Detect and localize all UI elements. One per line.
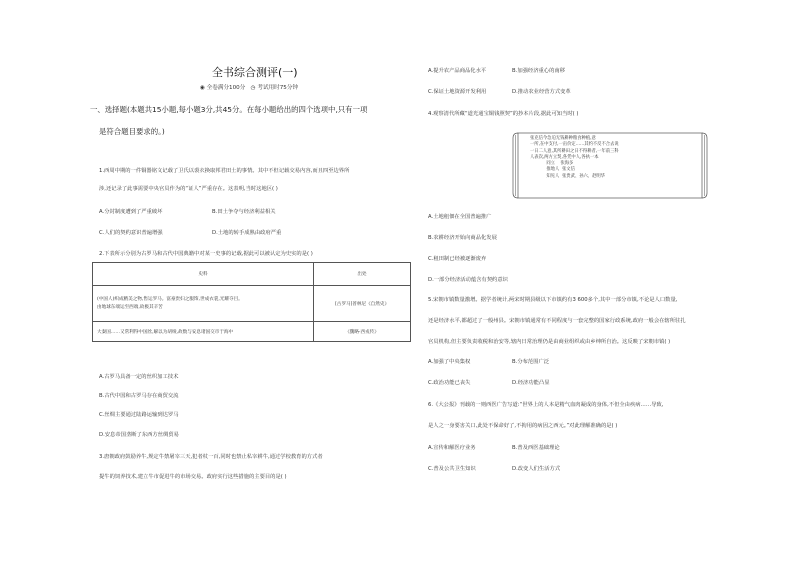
q3-option-c[interactable]: C.保证土地资源开发利用: [428, 89, 487, 95]
question-5-stem-cont: 还是经济水平,都超过了一般州县。宋朝市镇通常有不同程度与一套完整的国家行政系统,政府一般会在辖所驻扎: [428, 318, 686, 324]
q6-option-a[interactable]: A.宣传和解医疗业务: [428, 445, 476, 451]
q4-option-c[interactable]: C.租田制已经被逐渐废弃: [428, 256, 487, 262]
q6-option-d[interactable]: D.改变人们生活方式: [512, 466, 561, 472]
q5-option-b[interactable]: B.分布范围广泛: [512, 359, 550, 365]
table-cell-source: 《魏略·西戎传》: [314, 322, 411, 342]
table-header-origin: 出处: [314, 263, 411, 286]
page-title: 全书综合测评(一): [212, 66, 298, 79]
contract-text: [530, 136, 619, 180]
question-3-stem-cont: 提牛的饲养技术,建立牛市促进牛的市场交易。政府实行这些措施的主要目的是( ): [99, 474, 287, 480]
source-table: [92, 262, 411, 342]
section-instruction-cont: 是符合题目要求的。): [99, 127, 165, 136]
contract-scroll: [512, 131, 708, 200]
score-icon: ◉: [200, 85, 205, 91]
clock-icon: ◷: [250, 85, 256, 91]
question-2-stem: 2.下表所示分别为古罗马和古代中国典籍中对某一史事的记载,据此可以被认定为史实的是( ): [99, 251, 313, 257]
table-cell-line: (中国人)织成精美之物,售运罗马。富豪贵妇之服饰,世成衣裳,光耀夺目。: [97, 296, 243, 302]
section-heading: [90, 104, 367, 115]
q3-option-d[interactable]: D.推动农业经营方式变革: [512, 89, 571, 95]
section-instruction: (本题共15小题,每小题3分,共45分。在每小题给出的四个选项中,只有一项: [126, 105, 368, 114]
question-1-stem: 1.西周中期的一件铜器铭文记载了卫氏以裘衣换取邦君田土的事情。其中不但记载交易内容,而且四至边界所: [99, 168, 350, 174]
section-label: 一、选择题: [90, 105, 127, 114]
question-5-stem-cont2: 官员机构,但主要负责收税和治安等,辖内日常治理仍是由商业组织或由乡绅所自治。这反映了宋朝市镇( ): [428, 339, 671, 345]
score-text: 全卷满分100分: [206, 85, 246, 91]
q5-option-a[interactable]: A.加强了中央集权: [428, 359, 471, 365]
question-5-stem: 5.宋朝市镇数量激增。据学者统计,两宋时期县级以下市镇约有3 600多个,其中一部分市镇,不论是人口数量,: [428, 297, 678, 303]
q4-option-b[interactable]: B.农耕经济开始向商品化发展: [428, 235, 497, 241]
table-cell-source: [古罗马]普林尼《自然史》: [314, 286, 411, 322]
question-3-stem: 3.唐朝政府鼓励养牛,规定牛禁屠宰三天,犯者杖一百,同时也禁止私宰耕牛,通过学校教育的方式者: [99, 454, 323, 460]
exam-info: [200, 83, 298, 91]
table-row: [93, 286, 411, 322]
table-cell-line: 由地球东端运至西端,故极其辛苦: [97, 304, 163, 310]
q2-option-b[interactable]: B.古代中国和古罗马存在商贸交流: [99, 393, 179, 399]
table-cell-content: [93, 286, 314, 322]
q1-option-a[interactable]: A.分封制度遭到了严重破坏: [99, 209, 163, 215]
question-6-stem: 6.《大公报》刊载的一则西医广告写道:“世界上的人本是精气血肉凝成的身体,不但全由疾病……导致,: [428, 402, 664, 408]
contract-line: 一所,在中支付,一亩价定……其约不反不合去说: [530, 142, 619, 148]
table-header-source: 史料: [93, 263, 314, 286]
contract-line: 知见人 张贵武、孙六、赵明华: [530, 173, 605, 179]
q1-option-b[interactable]: B.田土争夺与经济利益相关: [212, 209, 276, 215]
question-1-stem-cont: 涉,还记录了此事需要中央官员作为的“证人”严重存在。这表明,当时这地区( ): [99, 186, 278, 192]
question-6-stem-cont: 是人之一身要害关口,此处不保命好了,不拘用的病因之西元。”对此理解准确的是( ): [428, 423, 618, 429]
q4-option-a[interactable]: A.土地租佃在全国普遍推广: [428, 214, 492, 220]
time-text: 考试用时75分钟: [257, 85, 299, 91]
contract-line: 推地人 张文信: [530, 167, 575, 173]
contract-line: 人表次,两方立契,各凭中人,各执一本: [530, 154, 599, 160]
q3-option-b[interactable]: B.加强经济重心的南移: [512, 68, 565, 74]
q5-option-d[interactable]: D.经济功能凸显: [512, 380, 550, 386]
contract-line: 一日二人意,其所耕田之日不得耕者,一年前三科: [530, 148, 619, 154]
q5-option-c[interactable]: C.政治功能已丧失: [428, 380, 471, 386]
q6-option-c[interactable]: C.普及公共卫生知识: [428, 466, 476, 472]
contract-line: 张克信今急迫无钱耕种粮食种植,意: [530, 136, 596, 141]
contract-line: 同立 张海多: [530, 161, 574, 167]
q1-option-c[interactable]: C.人们的契约意识普遍增强: [99, 230, 163, 236]
q2-option-a[interactable]: A.古罗马具备一定的丝织加工技术: [99, 374, 179, 380]
q2-option-c[interactable]: C.丝绸主要通过陆路运输到达罗马: [99, 412, 179, 418]
table-header-row: [93, 263, 411, 286]
q1-option-d[interactable]: D.土地的转手成熟由政府严重: [212, 230, 282, 236]
q3-option-a[interactable]: A.提升农产品商品化水平: [428, 68, 487, 74]
q2-option-d[interactable]: D.安息帝国垄断了东西方丝绸贸易: [99, 432, 179, 438]
q4-option-d[interactable]: D.一部分经济活动蕴含有契约意识: [428, 277, 508, 283]
question-4-stem: 4.观察清代所藏“道光通宝铜钱照契”的抄本片段,据此可知当时( ): [428, 111, 579, 117]
table-cell-content: 大秦国……又常利得中国丝,解以为胡绫,故数与安息诸国交市于海中: [93, 322, 314, 342]
table-row: [93, 322, 411, 342]
q6-option-b[interactable]: B.普及西医基础理论: [512, 445, 560, 451]
